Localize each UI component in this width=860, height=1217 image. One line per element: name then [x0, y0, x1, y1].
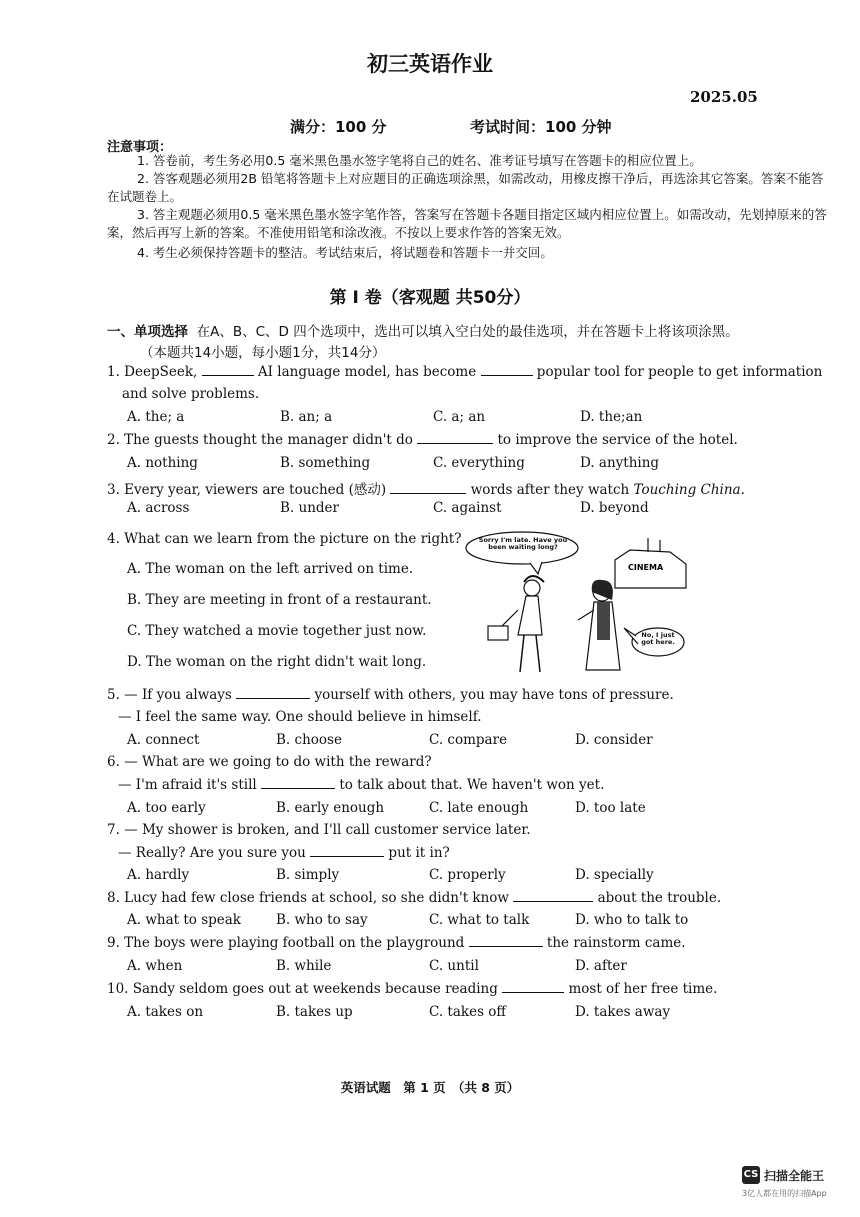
option-a[interactable]: A. across [127, 500, 190, 516]
exam-date: 2025.05 [690, 88, 758, 106]
question-7-reply [118, 845, 450, 861]
answer-blank [513, 890, 593, 902]
question-2 [107, 432, 738, 448]
question-text: the rainstorm came. [546, 935, 686, 951]
question-text: most of her free time. [568, 981, 718, 997]
option-c[interactable]: C. compare [429, 732, 508, 748]
option-c[interactable]: C. everything [433, 455, 525, 471]
answer-blank [469, 935, 543, 947]
option-c[interactable]: C. what to talk [429, 912, 530, 928]
answer-blank [481, 364, 533, 376]
answer-blank [390, 482, 466, 494]
option-d[interactable]: D. specially [575, 867, 654, 883]
question-text: about the trouble. [597, 890, 722, 906]
question-6-reply [118, 777, 604, 793]
question-text: 3. Every year, viewers are touched (感动) [107, 482, 387, 498]
option-d[interactable]: D. beyond [580, 500, 649, 516]
notice-item-3 [107, 206, 827, 242]
option-c[interactable]: C. They watched a movie together just now. [127, 623, 427, 639]
answer-blank [236, 687, 310, 699]
part-label: 一、单项选择 [107, 324, 188, 340]
question-1 [107, 364, 822, 380]
option-b[interactable]: B. early enough [276, 800, 385, 816]
part-instruction: 在A、B、C、D 四个选项中，选出可以填入空白处的最佳选项，并在答题卡上将该项涂黑。 [196, 324, 739, 340]
question-text: 8. Lucy had few close friends at school, so she didn't know [107, 890, 509, 906]
answer-blank [202, 364, 254, 376]
question-9 [107, 935, 686, 951]
question-text: 1. DeepSeek, [107, 364, 198, 380]
notice-text: 2. 答客观题必须用2B 铅笔将答题卡上对应题目的正确选项涂黑，如需改动，用橡皮擦干净后，再选涂其它答案。答案不能答在试题卷上。 [107, 171, 824, 204]
option-b[interactable]: B. takes up [276, 1004, 353, 1020]
section-title: 第 I 卷（客观题 共50分） [329, 288, 531, 308]
notice-heading: 注意事项： [107, 140, 173, 155]
answer-blank [417, 432, 493, 444]
notice-text: 1. 答卷前，考生务必用0.5 毫米黑色墨水签字笔将自己的姓名、准考证号填写在答题卡的相应位置上。 [137, 153, 702, 168]
option-d[interactable]: D. The woman on the right didn't wait long. [127, 654, 427, 670]
option-d[interactable]: D. who to talk to [575, 912, 689, 928]
question-text: 5. — If you always [107, 687, 232, 703]
handbag [488, 626, 508, 640]
option-d[interactable]: D. takes away [575, 1004, 671, 1020]
question-text: put it in? [388, 845, 450, 861]
option-b[interactable]: B. They are meeting in front of a restaurant. [127, 592, 432, 608]
option-a[interactable]: A. too early [127, 800, 206, 816]
woman-left-body [518, 596, 542, 635]
bubble-right-text: No, I just got here. [641, 632, 675, 646]
page-title: 初三英语作业 [367, 52, 493, 76]
option-a[interactable]: A. nothing [127, 455, 198, 471]
question-6: 6. — What are we going to do with the reward? [107, 754, 432, 770]
answer-blank [261, 777, 335, 789]
option-c[interactable]: C. a; an [433, 409, 486, 425]
question-text: words after they watch [470, 482, 630, 498]
option-a[interactable]: A. connect [127, 732, 200, 748]
option-a[interactable]: A. takes on [127, 1004, 204, 1020]
option-b[interactable]: B. who to say [276, 912, 368, 928]
option-b[interactable]: B. something [280, 455, 371, 471]
option-d[interactable]: D. too late [575, 800, 646, 816]
question-text: 10. Sandy seldom goes out at weekends because reading [107, 981, 498, 997]
bubble-tail [530, 562, 542, 574]
bubble-right-text-wrap [636, 632, 680, 654]
answer-blank [502, 981, 564, 993]
notice-item-2 [107, 170, 827, 206]
option-c[interactable]: C. takes off [429, 1004, 507, 1020]
option-d[interactable]: D. the;an [580, 409, 643, 425]
part-subtitle: （本题共14小题，每小题1分，共14分） [140, 345, 386, 361]
question-text: — Really? Are you sure you [118, 845, 306, 861]
option-a[interactable]: A. the; a [127, 409, 185, 425]
notice-text: 4. 考生必须保持答题卡的整洁。考试结束后，将试题卷和答题卡一并交回。 [137, 245, 553, 260]
question-text: AI language model, has become [257, 364, 477, 380]
exam-duration: 考试时间：100 分钟 [470, 118, 612, 136]
option-a[interactable]: A. when [127, 958, 183, 974]
question-5-reply: — I feel the same way. One should believe in himself. [118, 709, 482, 725]
question-1-cont: and solve problems. [122, 386, 260, 402]
question-8 [107, 890, 721, 906]
notice-item-4 [107, 244, 827, 262]
woman-left-head [524, 580, 540, 596]
question-text: 2. The guests thought the manager didn't do [107, 432, 413, 448]
question-7: 7. — My shower is broken, and I'll call customer service later. [107, 822, 531, 838]
question-3 [107, 478, 745, 498]
option-c[interactable]: C. late enough [429, 800, 529, 816]
notice-item-1 [107, 152, 827, 170]
question-4: 4. What can we learn from the picture on the right? [107, 531, 462, 547]
full-score: 满分：100 分 [290, 118, 387, 136]
question-10 [107, 981, 717, 997]
question-text: popular tool for people to get information [536, 364, 823, 380]
option-b[interactable]: B. under [280, 500, 339, 516]
question-text: 9. The boys were playing football on the playground [107, 935, 465, 951]
scanner-tagline: 3亿人都在用的扫描App [742, 1189, 827, 1198]
notice-text: 3. 答主观题必须用0.5 毫米黑色墨水签字笔作答，答案写在答题卡各题目指定区域内相应位置上。如需改动，先划掉原来的答案，然后再写上新的答案。不准使用铅笔和涂改液。不按以上要求作答的答案无效。 [107, 207, 827, 240]
page-footer: 英语试题 第 1 页 （共 8 页） [340, 1080, 520, 1095]
question-5 [107, 687, 674, 703]
option-b[interactable]: B. simply [276, 867, 340, 883]
option-d[interactable]: D. after [575, 958, 627, 974]
question-text: — I'm afraid it's still [118, 777, 257, 793]
bubble-left-text: Sorry I'm late. Have you been waiting long? [478, 537, 568, 551]
option-c[interactable]: C. until [429, 958, 479, 974]
option-d[interactable]: D. anything [580, 455, 660, 471]
question-text: to talk about that. We haven't won yet. [339, 777, 605, 793]
option-c[interactable]: C. against [433, 500, 502, 516]
option-b[interactable]: B. while [276, 958, 332, 974]
scanner-app-name: 扫描全能王 [764, 1169, 825, 1183]
scanner-logo-icon: CS [742, 1166, 760, 1184]
question-4-picture [460, 530, 690, 680]
program-title: Touching China. [633, 482, 745, 498]
part-header [107, 320, 827, 340]
option-a[interactable]: A. hardly [127, 867, 190, 883]
option-a[interactable]: A. The woman on the left arrived on time. [127, 561, 414, 577]
option-b[interactable]: B. an; a [280, 409, 333, 425]
question-text: to improve the service of the hotel. [497, 432, 738, 448]
option-a[interactable]: A. what to speak [127, 912, 241, 928]
question-text: yourself with others, you may have tons of pressure. [314, 687, 674, 703]
answer-blank [310, 845, 384, 857]
option-b[interactable]: B. choose [276, 732, 342, 748]
option-d[interactable]: D. consider [575, 732, 653, 748]
cinema-sign: CINEMA [628, 563, 664, 572]
bubble-left-text-wrap [474, 537, 572, 561]
option-c[interactable]: C. properly [429, 867, 506, 883]
